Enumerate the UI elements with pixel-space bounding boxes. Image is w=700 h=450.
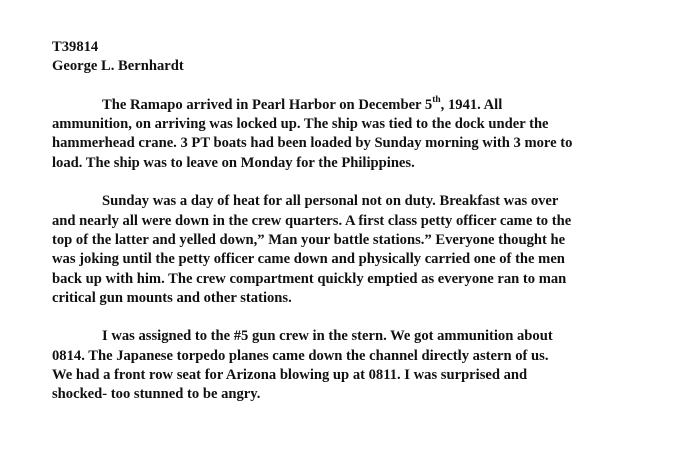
document-header bbox=[52, 38, 692, 77]
paragraph-line: We had a front row seat for Arizona blowing up at 0811. I was surprised and bbox=[52, 367, 528, 384]
paragraph-arrival bbox=[52, 96, 692, 173]
paragraph-line: shocked- too stunned to be angry. bbox=[52, 386, 261, 403]
paragraph-line: I was assigned to the #5 gun crew in the stern. We got ammunition about bbox=[102, 328, 553, 345]
paragraph-line: critical gun mounts and other stations. bbox=[52, 289, 292, 306]
paragraph-sunday bbox=[52, 192, 692, 308]
document-id: T39814 bbox=[52, 39, 99, 55]
paragraph-text: , 1941. All bbox=[440, 96, 503, 113]
paragraph-line: ammunition, on arriving was locked up. The ship was tied to the dock under the bbox=[52, 116, 549, 133]
paragraph-line: Sunday was a day of heat for all personal not on duty. Breakfast was over bbox=[102, 193, 559, 210]
document-page bbox=[52, 38, 692, 405]
ordinal-suffix: th bbox=[432, 95, 441, 106]
paragraph-line: 0814. The Japanese torpedo planes came down the channel directly astern of us. bbox=[52, 347, 549, 364]
paragraph-line: load. The ship was to leave on Monday for the Philippines. bbox=[52, 154, 415, 171]
paragraph-line bbox=[52, 96, 692, 115]
paragraph-line: back up with him. The crew compartment quickly emptied as everyone ran to man bbox=[52, 270, 567, 287]
author-name: George L. Bernhardt bbox=[52, 58, 184, 75]
paragraph-line: hammerhead crane. 3 PT boats had been loaded by Sunday morning with 3 more to bbox=[52, 135, 573, 152]
paragraph-line: was joking until the petty officer came down and physically carried one of the men bbox=[52, 251, 565, 268]
paragraph-text: The Ramapo arrived in Pearl Harbor on December 5 bbox=[102, 96, 433, 113]
paragraph-line: top of the latter and yelled down,” Man your battle stations.” Everyone thought he bbox=[52, 231, 566, 248]
paragraph-gun-crew bbox=[52, 327, 692, 404]
paragraph-line: and nearly all were down in the crew quarters. A first class petty officer came to the bbox=[52, 212, 572, 229]
